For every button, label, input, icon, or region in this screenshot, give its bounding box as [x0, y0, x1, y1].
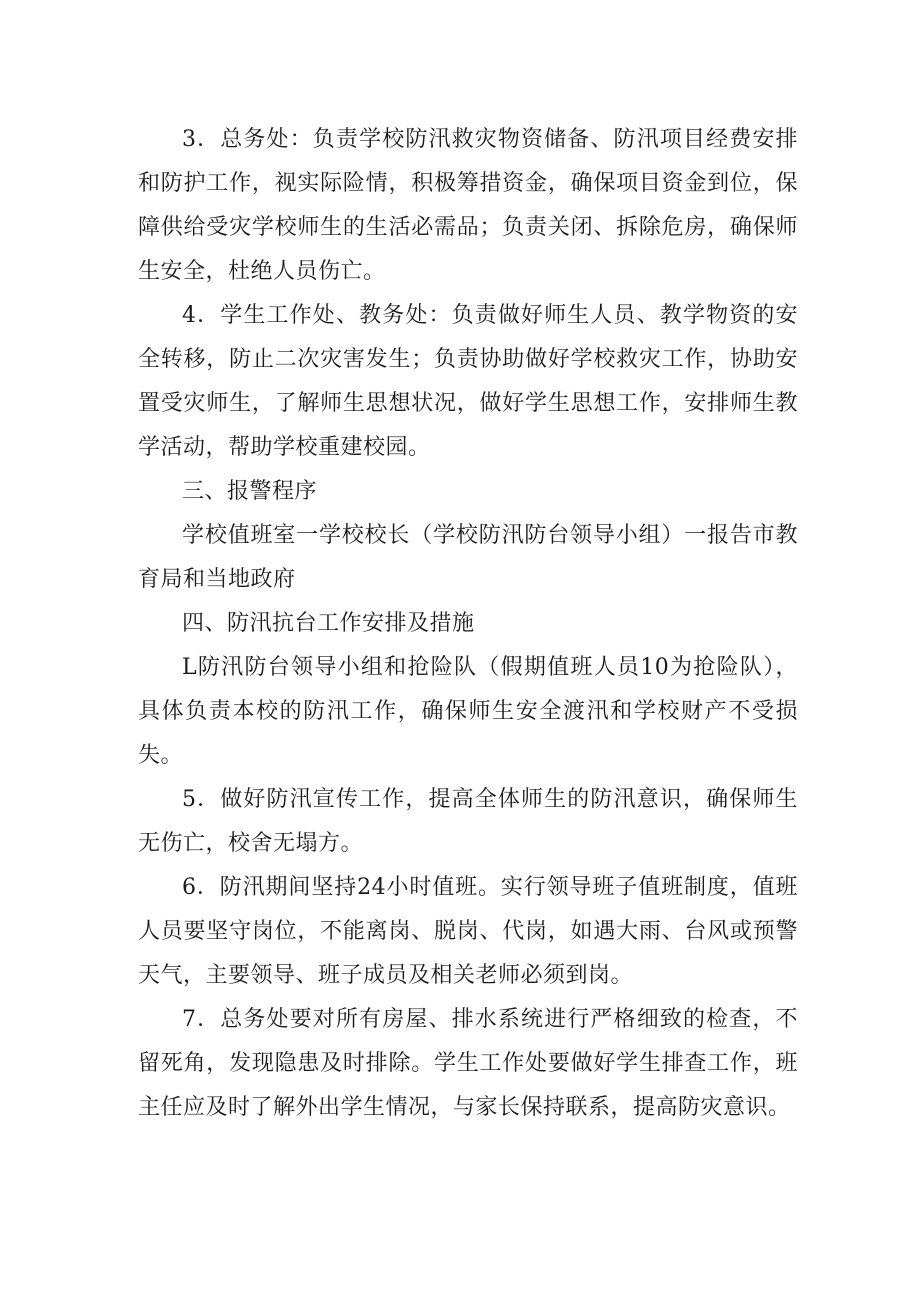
paragraph-item-4: 4．学生工作处、教务处：负责做好师生人员、教学物资的安全转移，防止二次灾害发生；负责协助做好学校救灾工作，协助安置受灾师生，了解师生思想状况，做好学生思想工作，安排师生教学活动，帮助学校重建校园。: [138, 303, 798, 460]
paragraph-item-5: 5．做好防汛宣传工作，提高全体师生的防汛意识，确保师生无伤亡，校舍无塌方。: [138, 787, 798, 856]
paragraph-alarm-chain: 学校值班室一学校校长（学校防汛防台领导小组）一报告市教育局和当地政府: [138, 523, 798, 592]
paragraph-item-l: L防汛防台领导小组和抢险队（假期值班人员10为抢险队），具体负责本校的防汛工作，确保师生安全渡汛和学校财产不受损失。: [138, 655, 798, 768]
paragraph-item-7: 7．总务处要对所有房屋、排水系统进行严格细致的检查，不留死角，发现隐患及时排除。学生工作处要做好学生排查工作，班主任应及时了解外出学生情况，与家长保持联系，提高防灾意识。: [138, 1007, 798, 1120]
paragraph-item-3: 3．总务处：负责学校防汛救灾物资储备、防汛项目经费安排和防护工作，视实际险情，积极筹措资金，确保项目资金到位，保障供给受灾学校师生的生活必需品；负责关闭、拆除危房，确保师生安全，杜绝人员伤亡。: [138, 127, 798, 284]
paragraph-item-6: 6．防汛期间坚持24小时值班。实行领导班子值班制度，值班人员要坚守岗位，不能离岗、脱岗、代岗，如遇大雨、台风或预警天气，主要领导、班子成员及相关老师必须到岗。: [138, 875, 798, 988]
document-body: [138, 118, 798, 1130]
section-heading-flood-measures: 四、防汛抗台工作安排及措施: [182, 611, 475, 636]
section-heading-alarm-procedure: 三、报警程序: [182, 479, 318, 504]
